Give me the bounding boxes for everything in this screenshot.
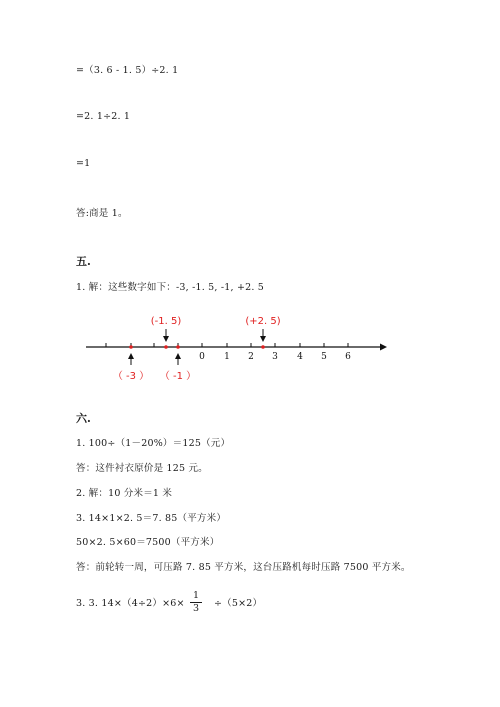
- point-neg-3: [129, 345, 133, 349]
- tick-label-2: 2: [248, 352, 254, 362]
- point-neg-1-5: [164, 345, 168, 349]
- point-pos-2-5: [261, 345, 265, 349]
- fraction-numerator: 1: [190, 590, 202, 603]
- answer-line: 答:商是 1。: [76, 208, 128, 219]
- label-neg-3: （ -3 ）: [112, 371, 150, 382]
- section-6-line-7-part-a: 3. 3. 14×（4÷2）×6×: [76, 598, 185, 609]
- tick-label-1: 1: [224, 352, 230, 362]
- section-5-question-1: 1. 解：这些数字如下：-3, -1. 5, -1, +2. 5: [76, 282, 265, 293]
- number-line-arrowhead: [380, 344, 387, 351]
- fraction-denominator: 3: [192, 603, 200, 614]
- label-pos-2-5: (+2. 5): [245, 316, 281, 327]
- section-5-heading: 五.: [76, 255, 91, 268]
- equation-line-2: =2. 1÷2. 1: [76, 111, 131, 122]
- section-6-line-6: 答：前轮转一周，可压路 7. 85 平方米，这台压路机每时压路 7500 平方米。: [76, 562, 411, 573]
- tick-label-4: 4: [297, 352, 303, 362]
- tick-label-0: 0: [199, 352, 205, 362]
- tick-label-3: 3: [272, 352, 278, 362]
- section-6-line-1: 1. 100÷（1－20%）＝125（元）: [76, 438, 231, 449]
- point-neg-1: [176, 345, 180, 349]
- tick-label-5: 5: [321, 352, 327, 362]
- equation-line-1: =（3. 6 - 1. 5）÷2. 1: [76, 65, 179, 76]
- label-neg-1-5: (-1. 5): [150, 316, 182, 327]
- tick-marks: [106, 343, 348, 347]
- section-6-line-3: 2. 解：10 分米＝1 米: [76, 488, 173, 499]
- section-6-line-5: 50×2. 5×60＝7500（平方米）: [76, 537, 220, 548]
- section-6-line-4: 3. 14×1×2. 5＝7. 85（平方米）: [76, 513, 227, 524]
- equation-line-3: =1: [76, 158, 91, 169]
- section-6-line-2: 答：这件衬衣原价是 125 元。: [76, 463, 208, 474]
- section-6-line-7-part-b: ÷（5×2）: [214, 598, 263, 609]
- fraction-one-third: [190, 590, 202, 615]
- tick-label-6: 6: [345, 352, 351, 362]
- section-6-heading: 六.: [76, 412, 91, 425]
- label-neg-1: （ -1 ）: [159, 371, 197, 382]
- number-line-diagram: [80, 305, 390, 390]
